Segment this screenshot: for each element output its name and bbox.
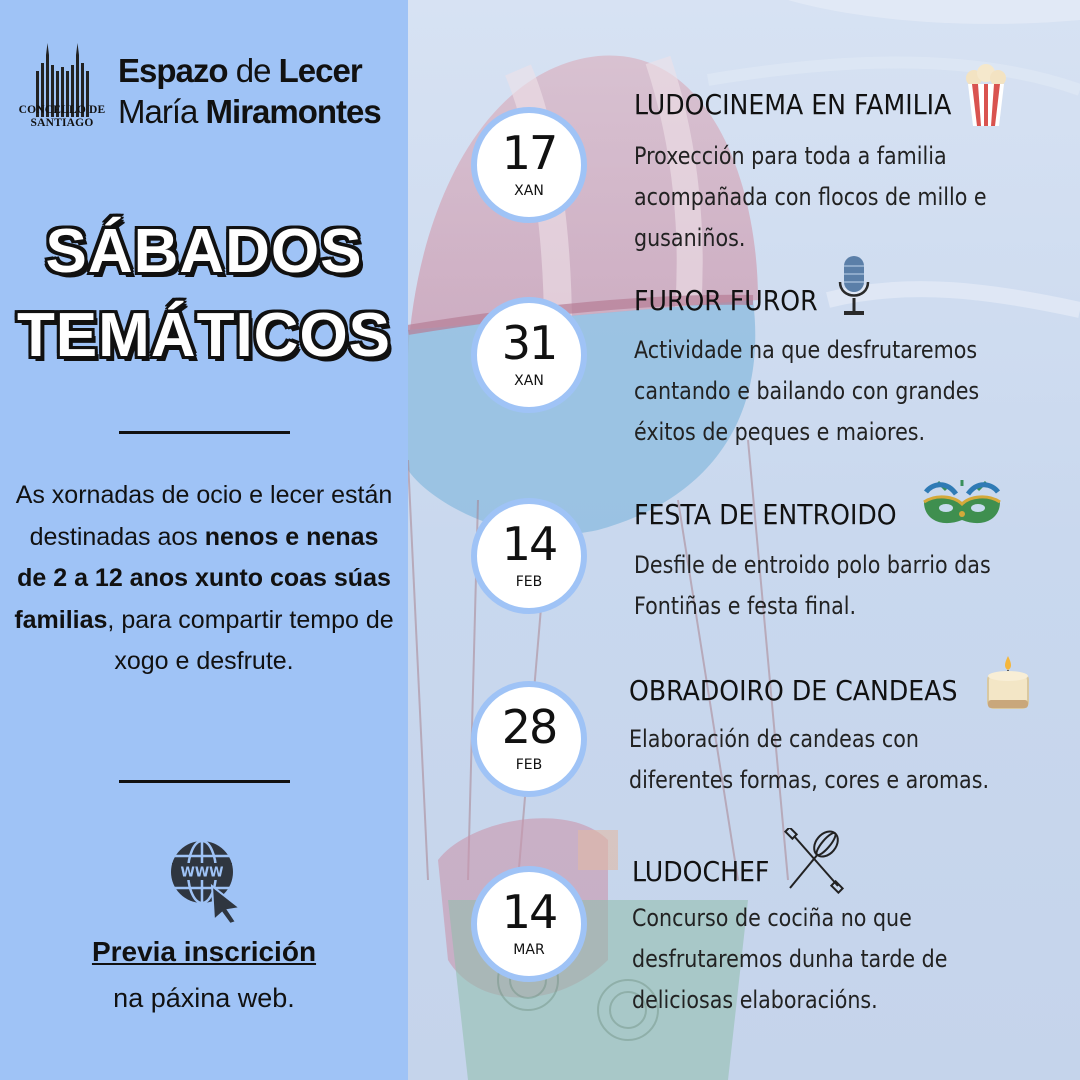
whisk-rolling-pin-icon [782,828,844,894]
left-panel [0,0,408,1080]
event-3-description: Desfile de entroido polo barrio das Fontiñas e festa final. [634,551,991,620]
svg-text:WWW: WWW [180,865,224,881]
divider-top [119,431,290,434]
carnival-mask-icon [916,480,1008,536]
description: As xornadas de ocio e lecer están destinadas aos nenos e nenas de 2 a 12 anos xunto coas súas familias, para compartir tempo de xogo e desfrute. [14,481,394,675]
event-1-title: LUDOCINEMA EN FAMILIA [634,88,952,121]
candle-icon [984,652,1032,712]
logo-caption: CONCELLO DE SANTIAGO [18,104,106,129]
event-2-description: Actividade na que desfrutaremos cantando e bailando con grandes éxitos de peques e maiores. [634,336,980,446]
title-line-1: SÁBADOS [45,217,363,286]
event-4-title: OBRADOIRO DE CANDEAS [629,674,958,707]
event-4-date: 28 FEB [471,681,587,797]
popcorn-icon [964,64,1008,128]
event-3-date: 14 FEB [471,498,587,614]
brand-name: Espazo de Lecer María Miramontes [118,52,381,130]
right-panel [408,0,1080,1080]
event-4-description: Elaboración de candeas con diferentes formas, cores e aromas. [629,725,990,794]
registration-caption: na páxina web. [113,983,295,1013]
event-2-title: FUROR FUROR [634,284,818,317]
event-1-description: Proxección para toda a familia acompañada con flocos de millo e gusaniños. [634,142,987,252]
microphone-icon [836,254,872,318]
event-1-date: 17 XAN [471,107,587,223]
event-5-date: 14 MAR [471,866,587,982]
title-line-2: TEMÁTICOS [16,301,392,370]
event-5-title: LUDOCHEF [632,855,770,888]
divider-bottom [119,780,290,783]
registration-link[interactable]: Previa inscrición [91,936,317,967]
event-2-date: 31 XAN [471,297,587,413]
www-globe-cursor-icon [168,838,244,924]
event-5-description: Concurso de cociña no que desfrutaremos dunha tarde de deliciosas elaboracións. [632,904,948,1014]
event-3-title: FESTA DE ENTROIDO [634,498,897,531]
